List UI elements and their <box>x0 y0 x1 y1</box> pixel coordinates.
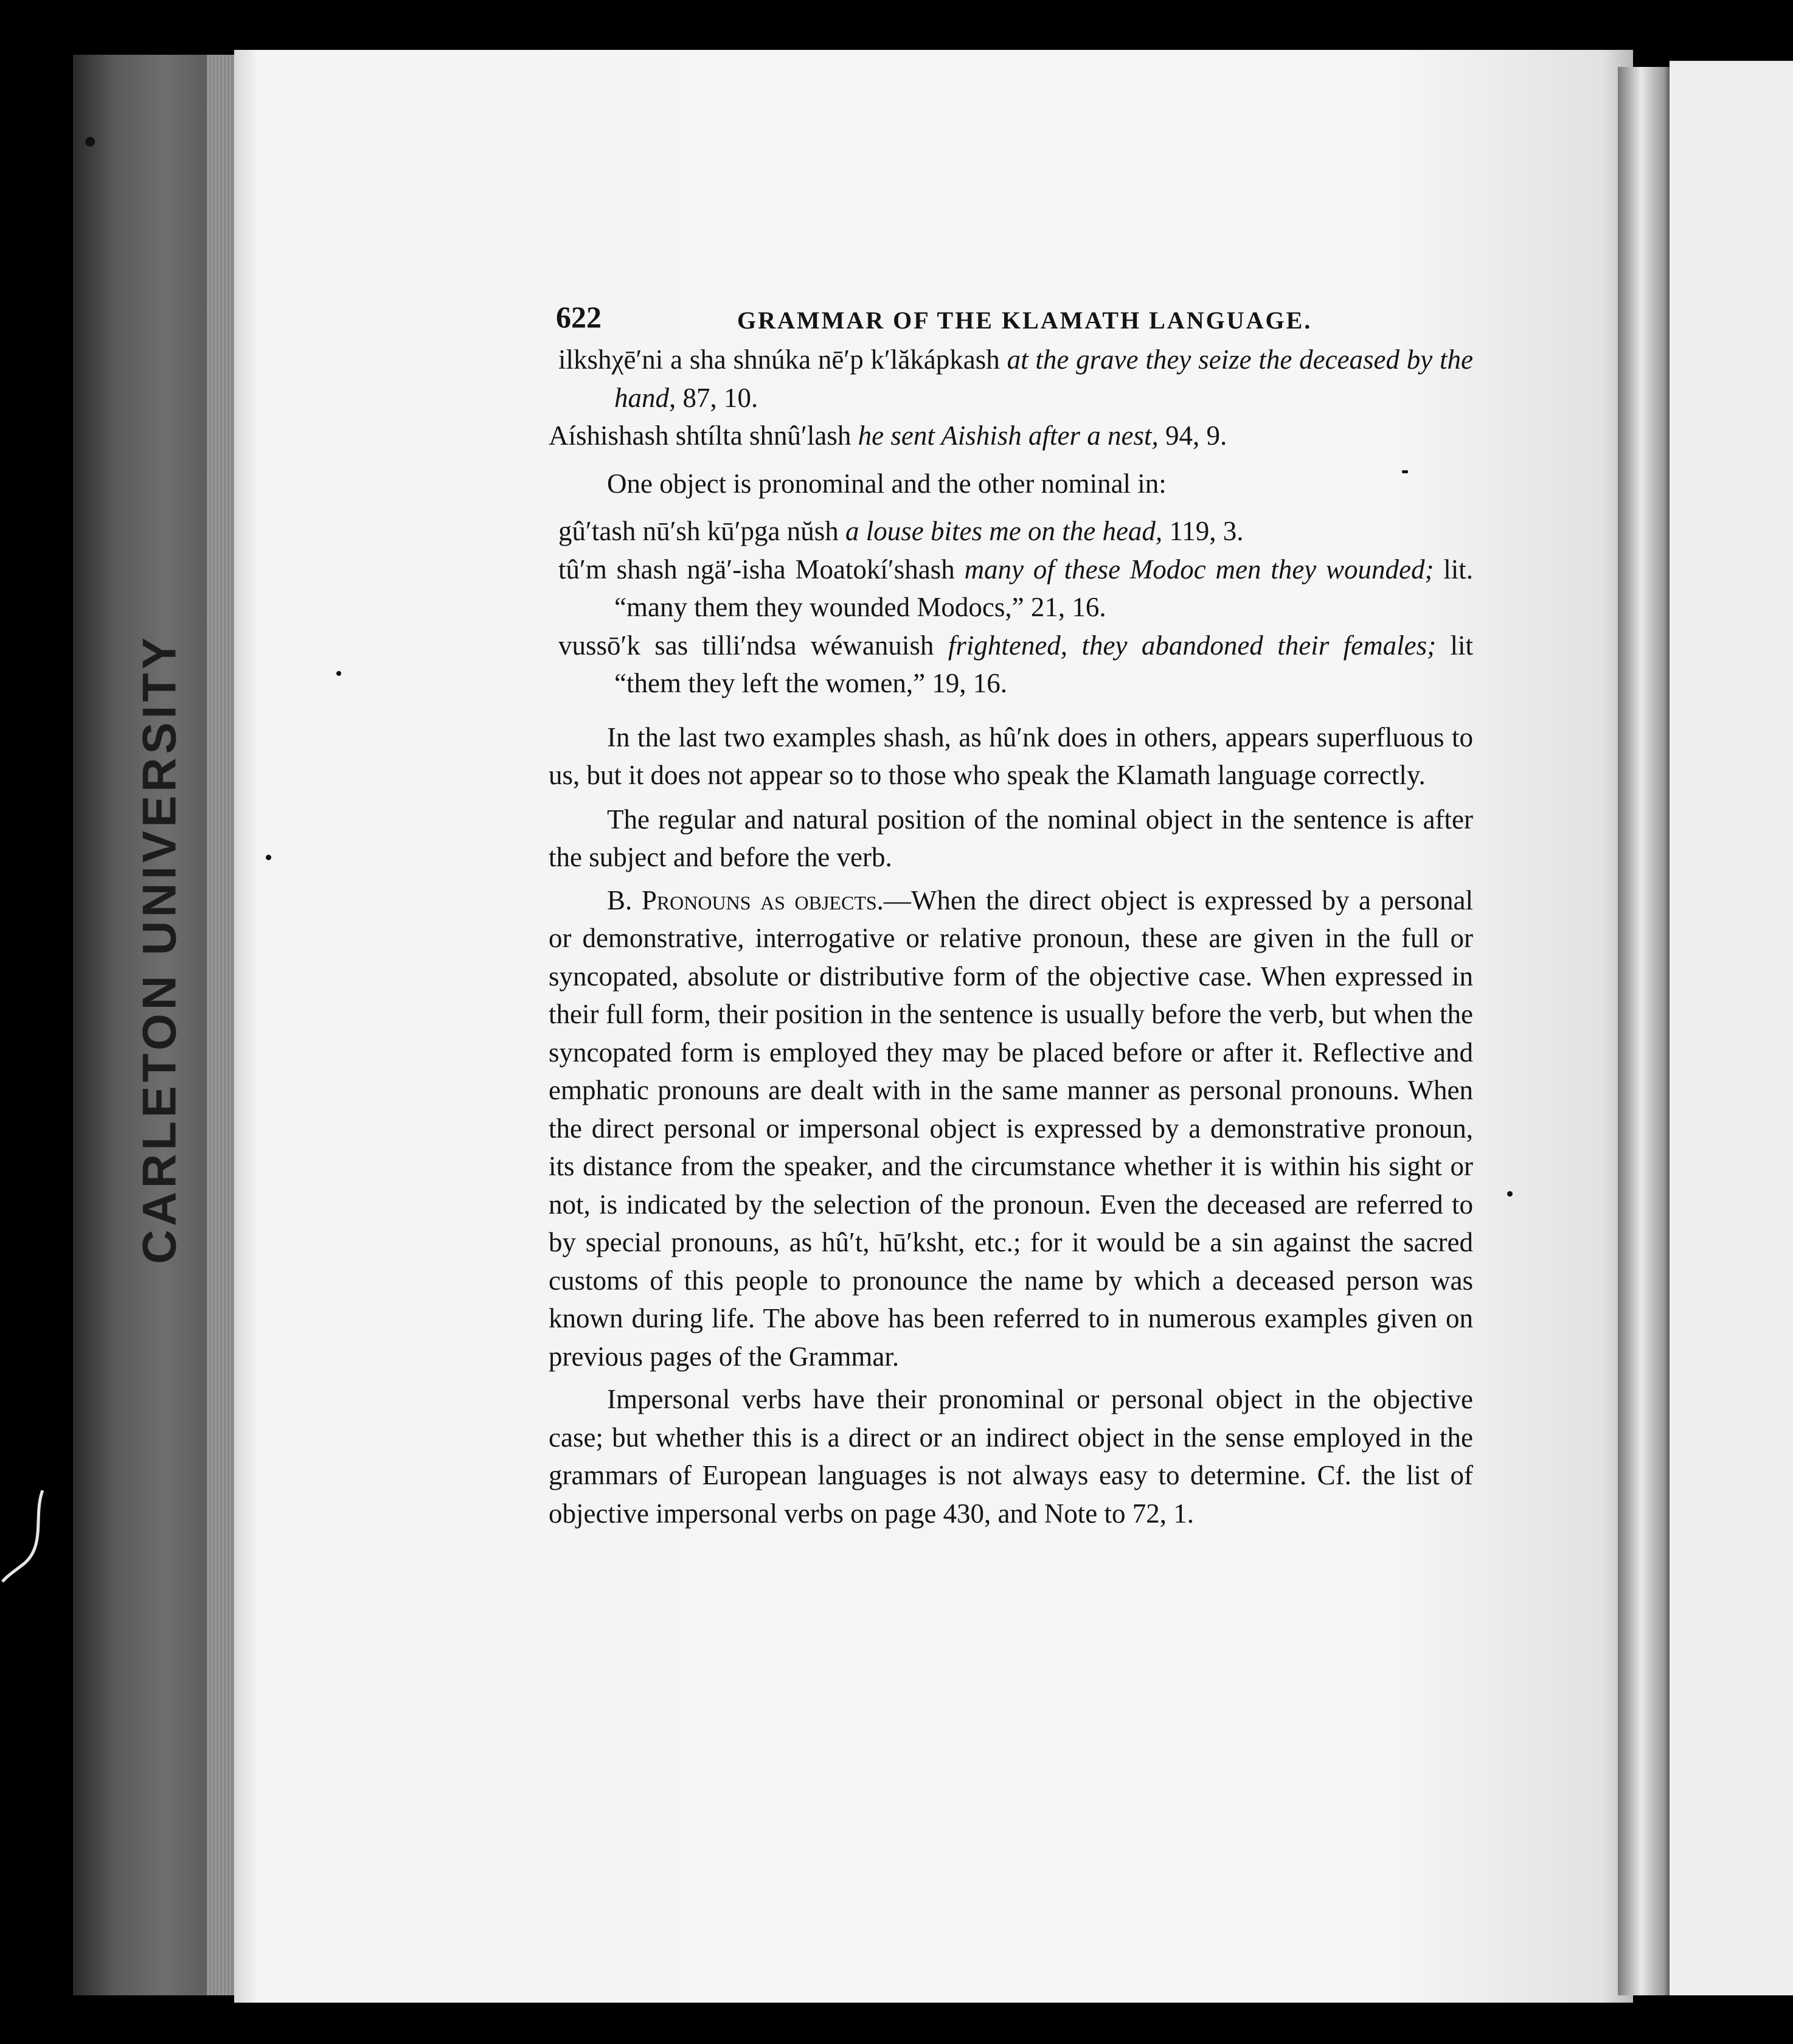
spine-label-text: CARLETON UNIVERSITY <box>132 634 186 1264</box>
speck <box>266 855 271 860</box>
body-paragraph: Impersonal verbs have their pronominal or personal object in the objective case; but whether this is a direct or an indirect object in the sense employed in the grammars of European languages is not always easy to determine. Cf. the list of objective impersonal verbs on page 430, and Note to 72, 1. <box>549 1384 1473 1529</box>
english-gloss: frightened, they abandoned their females; <box>948 630 1437 661</box>
english-gloss: a louse bites me on the head, <box>845 516 1163 546</box>
example-entry <box>549 512 1473 551</box>
text-reference: 94, 9. <box>1165 420 1227 451</box>
speck <box>336 671 341 676</box>
klamath-phrase: tû′m shash ngä′-isha Moatokí′shash <box>558 554 955 585</box>
english-gloss: he sent Aishish after a nest, <box>858 420 1159 451</box>
example-entry <box>549 417 1473 455</box>
spine-page-edges <box>207 55 237 1995</box>
english-gloss: at the grave they seize the deceased by the hand, <box>614 344 1474 413</box>
page-header: GRAMMAR OF THE KLAMATH LANGUAGE. <box>737 307 1313 334</box>
speck <box>85 137 95 147</box>
page-curl-mark <box>0 1478 55 1600</box>
example-entry <box>549 627 1473 703</box>
klamath-phrase: vussō′k sas tilli′ndsa wéwanuish <box>558 630 934 661</box>
english-gloss: many of these Modoc men they wounded; <box>964 554 1434 585</box>
body-paragraph <box>549 881 1473 1376</box>
klamath-phrase: gû′tash nū′sh kū′pga nŭsh <box>558 516 839 546</box>
section-label: B. Pronouns as objects. <box>607 885 884 916</box>
example-entry <box>549 551 1473 627</box>
body-paragraph: The regular and natural position of the nominal object in the sentence is after the subject and before the verb. <box>549 804 1473 872</box>
page-number: 622 <box>556 300 602 334</box>
intro-line: One object is pronominal and the other nominal in: <box>607 468 1167 499</box>
body-paragraph: In the last two examples shash, as hû′nk does in others, appears superfluous to us, but it does not appear so to those who speak the Klamath language correctly. <box>549 721 1473 790</box>
example-entry <box>549 341 1473 417</box>
page-content <box>549 292 1473 1532</box>
running-head <box>549 292 1473 341</box>
adjacent-page <box>1670 61 1793 1995</box>
text-reference: 87, 10. <box>682 382 758 413</box>
section-text: —When the direct object is expressed by a personal or demonstrative, interrogative or relative pronoun, these are given in the full or syncopated, absolute or distributive form of the objective case. When expressed in their full form, their position in the sentence is usually before the verb, but when the syncopated form is employed they may be placed before or after it. Reflective and emphatic pronouns are dealt with in the same manner as personal pronouns. When the direct personal or impersonal object is expressed by a demonstrative pronoun, its distance from the speaker, and the circumstance whether it is within his sight or not, is indicated by the selection of the pronoun. Even the deceased are referred to by special pronouns, as hû′t, hū′ksht, etc.; for it would be a sin against the sacred customs of this people to pronounce the name by which a deceased person was known during life. The above has been referred to in numerous examples given on previous pages of the Grammar. <box>549 885 1473 1372</box>
klamath-phrase: ilkshχē′ni a sha shnúka nē′p k′lăkápkash <box>558 344 1000 375</box>
text-reference: 119, 3. <box>1169 516 1244 546</box>
literal-translation: lit. “many them they wounded Modocs,” 21, 16. <box>614 554 1474 622</box>
page-gutter <box>1618 67 1676 1995</box>
speck <box>1507 1191 1513 1197</box>
literal-translation: lit “them they left the women,” 19, 16. <box>614 630 1474 698</box>
klamath-phrase: Aíshishash shtílta shnû′lash <box>549 420 851 451</box>
